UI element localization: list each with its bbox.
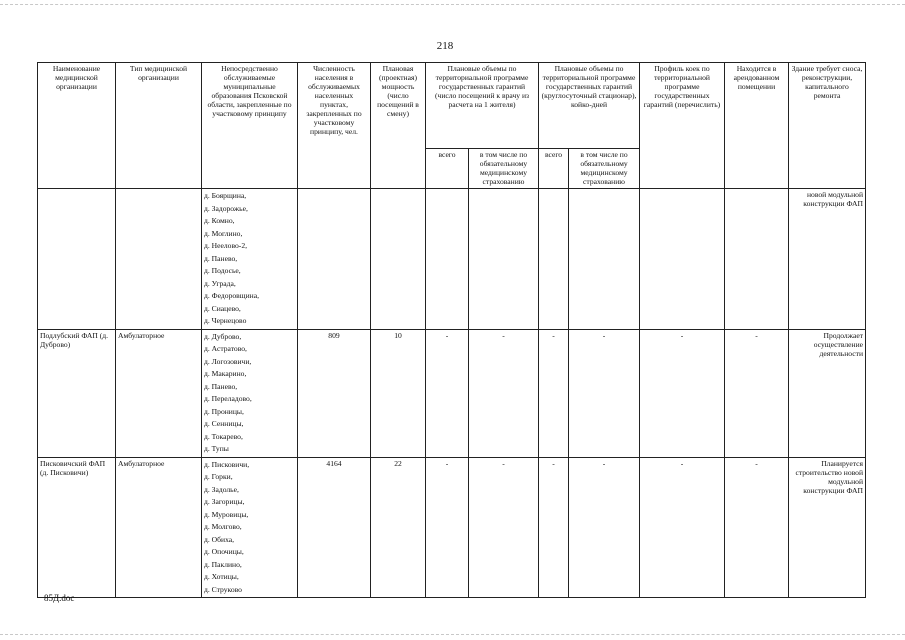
locality-item: д. Горки,	[204, 472, 233, 481]
locality-item: д. Подосье,	[204, 266, 241, 275]
row-rented: -	[725, 329, 789, 457]
header-med-type: Тип медицинской организации	[116, 63, 202, 189]
locality-item: д. Астратово,	[204, 344, 247, 353]
locality-item: д. Логозовичи,	[204, 356, 252, 366]
row-localities	[202, 329, 298, 457]
row-capacity: 22	[371, 457, 426, 598]
locality-item: д. Молгово,	[204, 522, 242, 531]
header-building: Здание требует сноса, реконструкции, капитального ремонта	[789, 63, 866, 189]
table-row	[38, 457, 866, 598]
row-med-type: Амбулаторное	[116, 329, 202, 457]
locality-item: д. Федоровщина,	[204, 291, 260, 300]
row-building-status: Планируется строительство новой модульной конструкции ФАП	[789, 457, 866, 598]
locality-item: д. Загорицы,	[204, 497, 245, 506]
row-inpatient-oms: -	[569, 329, 640, 457]
locality-item: д. Моглино,	[204, 228, 243, 238]
locality-item: д. Хотицы,	[204, 572, 239, 581]
row-outpatient-oms: -	[469, 457, 539, 598]
locality-item: д. Сенницы,	[204, 419, 244, 428]
row-building-status: Продолжает осуществление деятельности	[789, 329, 866, 457]
row-org-name	[38, 189, 116, 330]
row-inpatient-oms	[569, 189, 640, 330]
row-inpatient-total	[539, 189, 569, 330]
row-rented: -	[725, 457, 789, 598]
header-org-name: Наименование медицинской организации	[38, 63, 116, 189]
locality-item: д. Панево,	[204, 381, 238, 391]
locality-item: д. Проницы,	[204, 406, 244, 416]
locality-item: д. Дуброво,	[204, 331, 242, 341]
row-inpatient-total: -	[539, 329, 569, 457]
row-med-type	[116, 189, 202, 330]
locality-item: д. Панево,	[204, 253, 238, 263]
locality-item: д. Муровицы,	[204, 509, 249, 519]
locality-item: д. Задолье,	[204, 484, 239, 494]
table-row	[38, 189, 866, 330]
locality-item: д. Писковичи,	[204, 459, 250, 469]
locality-item: д. Переладово,	[204, 394, 252, 403]
footer-filename: 85Д.doc	[44, 593, 75, 603]
locality-item: д. Чернецово	[204, 316, 247, 325]
locality-item: д. Задорожье,	[204, 203, 248, 213]
scan-edge-bottom	[0, 634, 905, 635]
row-bed-profile: -	[640, 329, 725, 457]
header-inpatient-volumes: Плановые объемы по территориальной программе государственных гарантий (круглосуточный стационар), койко-дней	[539, 63, 640, 149]
row-outpatient-oms	[469, 189, 539, 330]
scan-edge-top	[0, 4, 905, 5]
header-outpatient-oms: в том числе по обязательному медицинскому страхованию	[469, 149, 539, 189]
header-capacity: Плановая (проектная) мощность (число посещений в смену)	[371, 63, 426, 189]
row-capacity: 10	[371, 329, 426, 457]
row-rented	[725, 189, 789, 330]
facilities-table	[37, 62, 866, 598]
table-row	[38, 329, 866, 457]
header-inpatient-oms: в том числе по обязательному медицинскому страхованию	[569, 149, 640, 189]
header-population: Численность населения в обслуживаемых населенных пунктах, закрепленных по участковому принципу, чел.	[298, 63, 371, 189]
row-capacity	[371, 189, 426, 330]
locality-item: д. Опочицы,	[204, 547, 244, 556]
locality-item: д. Токарево,	[204, 431, 243, 441]
row-outpatient-oms: -	[469, 329, 539, 457]
row-building-status: новой модульной конструкции ФАП	[789, 189, 866, 330]
row-outpatient-total	[426, 189, 469, 330]
locality-item: д. Неелово-2,	[204, 241, 248, 250]
row-localities	[202, 457, 298, 598]
row-org-name: Писковичский ФАП (д. Писковичи)	[38, 457, 116, 598]
header-outpatient-volumes: Плановые объемы по территориальной программе государственных гарантий (число посещений к врачу из расчета на 1 жителя)	[426, 63, 539, 149]
row-population	[298, 189, 371, 330]
row-bed-profile: -	[640, 457, 725, 598]
locality-item: д. Тупы	[204, 444, 229, 453]
locality-item: д. Сиацево,	[204, 303, 241, 313]
row-bed-profile	[640, 189, 725, 330]
row-inpatient-total: -	[539, 457, 569, 598]
row-org-name: Подлубский ФАП (д. Дуброво)	[38, 329, 116, 457]
header-rented: Находится в арендованном помещении	[725, 63, 789, 189]
locality-item: д. Комно,	[204, 216, 235, 225]
locality-item: д. Уграда,	[204, 278, 236, 288]
row-outpatient-total: -	[426, 457, 469, 598]
row-localities	[202, 189, 298, 330]
header-served-municipalities: Непосредственно обслуживаемые муниципальные образования Псковской области, закрепленные по участковому принципу	[202, 63, 298, 189]
row-outpatient-total: -	[426, 329, 469, 457]
locality-item: д. Боярщина,	[204, 191, 247, 200]
row-population: 4164	[298, 457, 371, 598]
header-outpatient-total: всего	[426, 149, 469, 189]
locality-item: д. Обиха,	[204, 534, 235, 544]
row-inpatient-oms: -	[569, 457, 640, 598]
header-bed-profile: Профиль коек по территориальной программе государственных гарантий (перечислить)	[640, 63, 725, 189]
header-inpatient-total: всего	[539, 149, 569, 189]
row-population: 809	[298, 329, 371, 457]
row-med-type: Амбулаторное	[116, 457, 202, 598]
locality-item: д. Паклино,	[204, 559, 242, 569]
locality-item: д. Струково	[204, 584, 242, 594]
locality-item: д. Макарино,	[204, 369, 247, 378]
page-number: 218	[436, 40, 454, 52]
